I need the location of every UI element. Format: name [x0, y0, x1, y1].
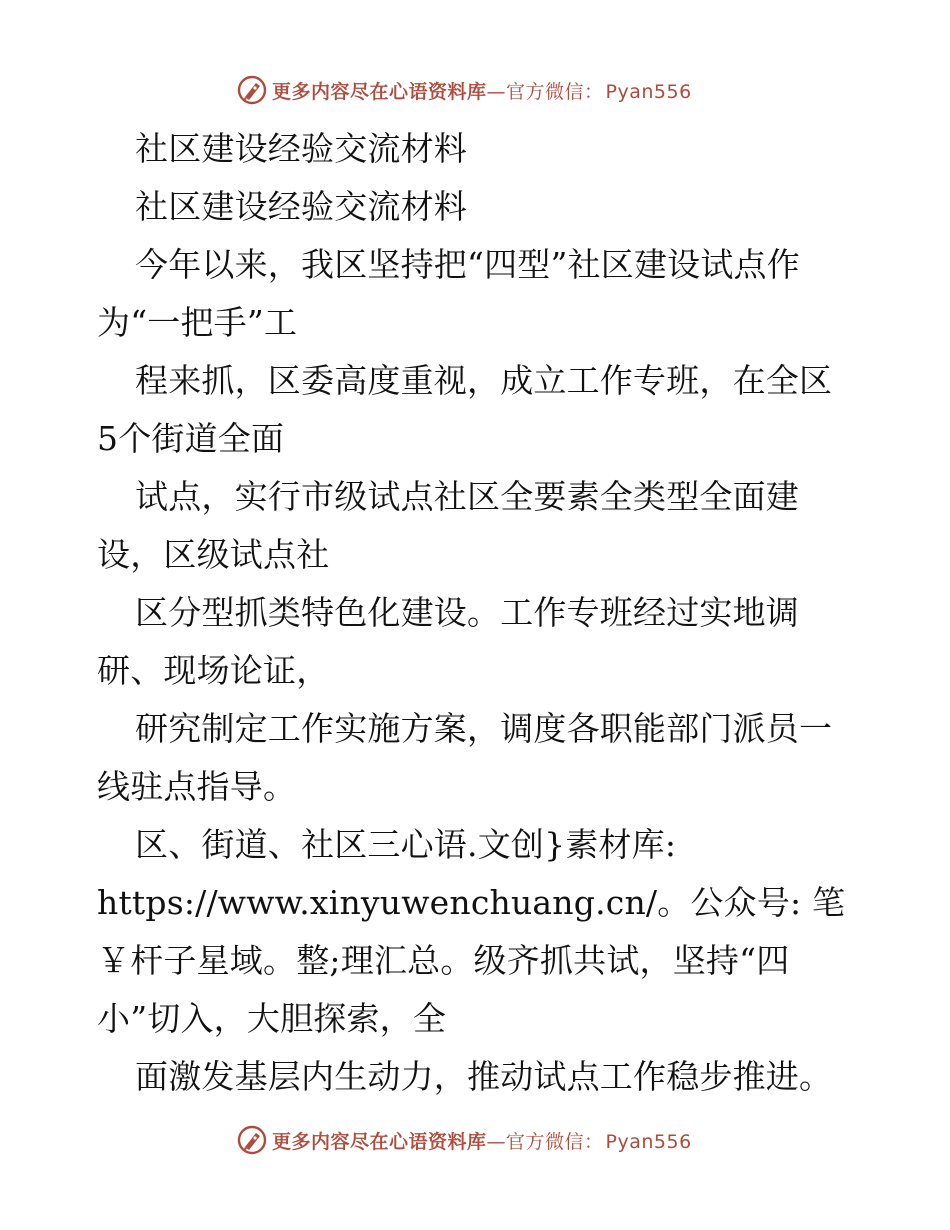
text-line: 面激发基层内生动力，推动试点工作稳步推进。 — [135, 1057, 833, 1096]
footer-banner — [236, 1122, 692, 1158]
pen-nib-logo-icon — [236, 1124, 268, 1156]
text-line: 程来抓，区委高度重视，成立工作专班，在全区 — [135, 361, 833, 400]
banner-wechat-label: 官方微信： — [506, 80, 604, 103]
document-body — [97, 120, 857, 1106]
pen-nib-logo-icon — [236, 74, 268, 106]
text-line: 小”切入，大胆探索，全 — [97, 999, 447, 1038]
banner-main-text: 更多内容尽在心语资料库 — [272, 1130, 487, 1153]
text-line: 线驻点指导。 — [97, 767, 297, 806]
banner-dash: — — [486, 80, 507, 103]
banner-main-text: 更多内容尽在心语资料库 — [272, 80, 487, 103]
text-line: 试点，实行市级试点社区全要素全类型全面建 — [135, 477, 799, 516]
banner-wechat-id: Pyan556 — [605, 80, 692, 103]
text-line: 研、现场论证， — [97, 651, 330, 690]
header-banner — [236, 72, 692, 108]
text-line: 区分型抓类特色化建设。工作专班经过实地调 — [135, 593, 799, 632]
text-line: 社区建设经验交流材料 — [135, 187, 467, 226]
text-line: 为“一把手”工 — [97, 303, 298, 342]
text-line: 社区建设经验交流材料 — [135, 129, 467, 168]
text-line: 5个街道全面 — [97, 419, 285, 458]
text-line: 今年以来，我区坚持把“四型”社区建设试点作 — [135, 245, 800, 284]
text-line: https://www.xinyuwenchuang.cn/。公众号: 笔 — [97, 883, 846, 922]
text-line: ￥杆子星域。整;理汇总。级齐抓共试，坚持“四 — [97, 941, 790, 980]
text-line: 设，区级试点社 — [97, 535, 330, 574]
text-line: 区、街道、社区三心语.文创}素材库: — [135, 825, 677, 864]
text-line: 研究制定工作实施方案，调度各职能部门派员一 — [135, 709, 833, 748]
banner-dash: — — [486, 1130, 507, 1153]
banner-wechat-id: Pyan556 — [605, 1130, 692, 1153]
banner-wechat-label: 官方微信： — [506, 1130, 604, 1153]
